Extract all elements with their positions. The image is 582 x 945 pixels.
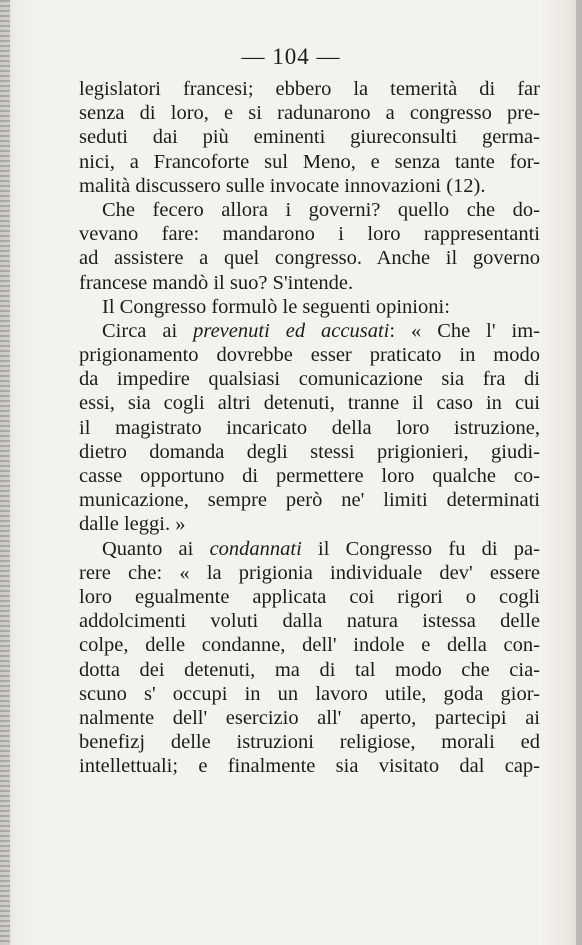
text-segment: il Congresso fu di pa- (301, 537, 540, 560)
text-line: senza di loro, e si radunarono a congresso pre- (79, 102, 540, 125)
text-line: seduti dai più eminenti giureconsulti germa- (79, 126, 540, 149)
text-line: il magistrato incaricato della loro istruzione, (79, 416, 540, 439)
text-line: benefizj delle istruzioni religiose, morali ed (79, 731, 540, 754)
text-line: scuno s' occupi in un lavoro utile, goda gior- (79, 682, 540, 705)
text-line: loro egualmente applicata coi rigori o cogli (79, 585, 540, 608)
text-line: dalle leggi. » (79, 513, 186, 536)
text-segment: Quanto ai (102, 537, 210, 560)
text-line: dotta dei detenuti, ma di tal modo che cia- (79, 658, 540, 681)
text-line: addolcimenti voluti dalla natura istessa delle (79, 610, 540, 633)
page-binding-edge (0, 0, 10, 945)
text-line: intellettuali; e finalmente sia visitato dal cap- (79, 755, 540, 778)
text-line (79, 319, 540, 343)
text-line: vevano fare: mandarono i loro rappresentanti (79, 223, 540, 246)
page-right-edge (576, 0, 582, 945)
text-line: dietro domanda degli stessi prigionieri, giudi- (79, 440, 540, 463)
page-body-text (79, 77, 540, 778)
text-line: ad assistere a quel congresso. Anche il governo (79, 247, 540, 270)
text-line: nalmente dell' esercizio all' aperto, partecipi ai (79, 706, 540, 729)
text-line: rere che: « la prigionia individuale dev' essere (79, 561, 540, 584)
text-line: nici, a Francoforte sul Meno, e senza tante for- (79, 150, 540, 173)
text-line: francese mandò il suo? S'intende. (79, 271, 354, 294)
italic-term: condannati (209, 537, 302, 560)
text-line: municazione, sempre però ne' limiti determinati (79, 489, 540, 512)
text-segment: Circa ai (102, 319, 194, 342)
italic-term: prevenuti ed accusati (193, 319, 390, 342)
text-line: colpe, delle condanne, dell' indole e della con- (79, 634, 540, 657)
text-line (79, 537, 540, 561)
text-line: casse opportuno di permettere loro qualche co- (79, 465, 540, 487)
page-number-header: — 104 — (241, 44, 341, 69)
text-line: Che fecero allora i governi? quello che do- (102, 198, 540, 221)
text-line: essi, sia cogli altri detenuti, tranne il caso in cui (79, 392, 540, 415)
text-line: da impedire qualsiasi comunicazione sia fra di (79, 368, 540, 391)
text-line: prigionamento dovrebbe esser praticato in modo (79, 344, 540, 367)
text-line: legislatori francesi; ebbero la temerità di far (79, 78, 540, 100)
text-line: malità discussero sulle invocate innovazioni (12). (79, 174, 486, 197)
text-segment: : « Che l' im- (389, 319, 540, 342)
text-line: Il Congresso formulò le seguenti opinioni: (102, 295, 450, 318)
